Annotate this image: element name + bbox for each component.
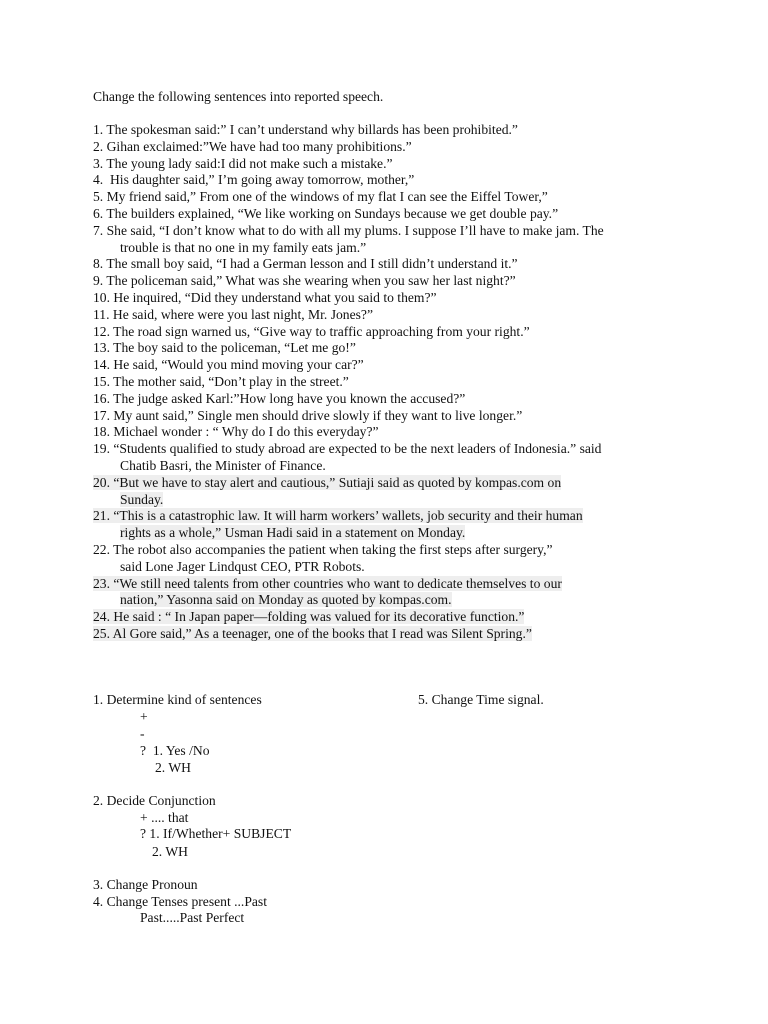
sentence-item: 7. She said, “I don’t know what to do with all my plums. I suppose I’ll have to make jam. The	[93, 223, 604, 238]
sentence-item: 9. The policeman said,” What was she wearing when you saw her last night?”	[93, 273, 516, 288]
step-2-plus: + .... that	[140, 810, 189, 825]
step-1-minus: -	[140, 726, 145, 741]
sentence-continuation: trouble is that no one in my family eats jam.”	[120, 240, 367, 255]
sentence-continuation: said Lone Jager Lindqust CEO, PTR Robots.	[120, 559, 365, 574]
sentence-item: 2. Gihan exclaimed:”We have had too many prohibitions.”	[93, 139, 412, 154]
sentence-item: 11. He said, where were you last night, Mr. Jones?”	[93, 307, 373, 322]
step-3-title: 3. Change Pronoun	[93, 877, 198, 892]
step-4-title: 4. Change Tenses present ...Past	[93, 894, 267, 909]
step-1-question-1: ? 1. Yes /No	[140, 743, 210, 758]
sentence-item: 22. The robot also accompanies the patient when taking the first steps after surgery,”	[93, 542, 553, 557]
step-2-title: 2. Decide Conjunction	[93, 793, 216, 808]
sentence-item: 18. Michael wonder : “ Why do I do this everyday?”	[93, 424, 379, 439]
sentence-item: 12. The road sign warned us, “Give way to traffic approaching from your right.”	[93, 324, 530, 339]
sentence-item: 20. “But we have to stay alert and cautious,” Sutiaji said as quoted by kompas.com on	[93, 475, 562, 490]
sentence-continuation: nation,” Yasonna said on Monday as quoted by kompas.com.	[120, 592, 452, 607]
sentence-continuation: rights as a whole,” Usman Hadi said in a statement on Monday.	[120, 525, 466, 540]
sentence-item: 17. My aunt said,” Single men should drive slowly if they want to live longer.”	[93, 408, 523, 423]
sentence-continuation: Sunday.	[120, 492, 164, 507]
sentence-item: 5. My friend said,” From one of the windows of my flat I can see the Eiffel Tower,”	[93, 189, 548, 204]
sentence-item: 10. He inquired, “Did they understand what you said to them?”	[93, 290, 437, 305]
step-2-question-1: ? 1. If/Whether+ SUBJECT	[140, 826, 292, 841]
sentence-item: 19. “Students qualified to study abroad are expected to be the next leaders of Indonesia.” said	[93, 441, 602, 456]
step-1-plus: +	[140, 709, 148, 724]
sentence-item: 24. He said : “ In Japan paper—folding was valued for its decorative function.”	[93, 609, 525, 624]
sentence-item: 3. The young lady said:I did not make such a mistake.”	[93, 156, 393, 171]
sentence-item: 14. He said, “Would you mind moving your car?”	[93, 357, 364, 372]
instruction: Change the following sentences into reported speech.	[93, 89, 384, 104]
sentence-continuation: Chatib Basri, the Minister of Finance.	[120, 458, 326, 473]
step-2-question-2: 2. WH	[152, 844, 188, 859]
step-1-title: 1. Determine kind of sentences	[93, 692, 262, 707]
sentence-item: 1. The spokesman said:” I can’t understand why billards has been prohibited.”	[93, 122, 518, 137]
step-1-question-2: 2. WH	[155, 760, 191, 775]
sentence-item: 15. The mother said, “Don’t play in the street.”	[93, 374, 349, 389]
sentence-item: 6. The builders explained, “We like working on Sundays because we get double pay.”	[93, 206, 559, 221]
step-5-title: 5. Change Time signal.	[418, 692, 544, 707]
sentence-item: 8. The small boy said, “I had a German lesson and I still didn’t understand it.”	[93, 256, 518, 271]
sentence-item: 16. The judge asked Karl:”How long have you known the accused?”	[93, 391, 466, 406]
sentence-item: 21. “This is a catastrophic law. It will harm workers’ wallets, job security and their human	[93, 508, 583, 523]
sentence-item: 4. His daughter said,” I’m going away tomorrow, mother,”	[93, 172, 415, 187]
sentence-item: 13. The boy said to the policeman, “Let me go!”	[93, 340, 356, 355]
sentence-item: 25. Al Gore said,” As a teenager, one of the books that I read was Silent Spring.”	[93, 626, 532, 641]
step-4-sub: Past.....Past Perfect	[140, 910, 245, 925]
sentence-item: 23. “We still need talents from other countries who want to dedicate themselves to our	[93, 576, 562, 591]
